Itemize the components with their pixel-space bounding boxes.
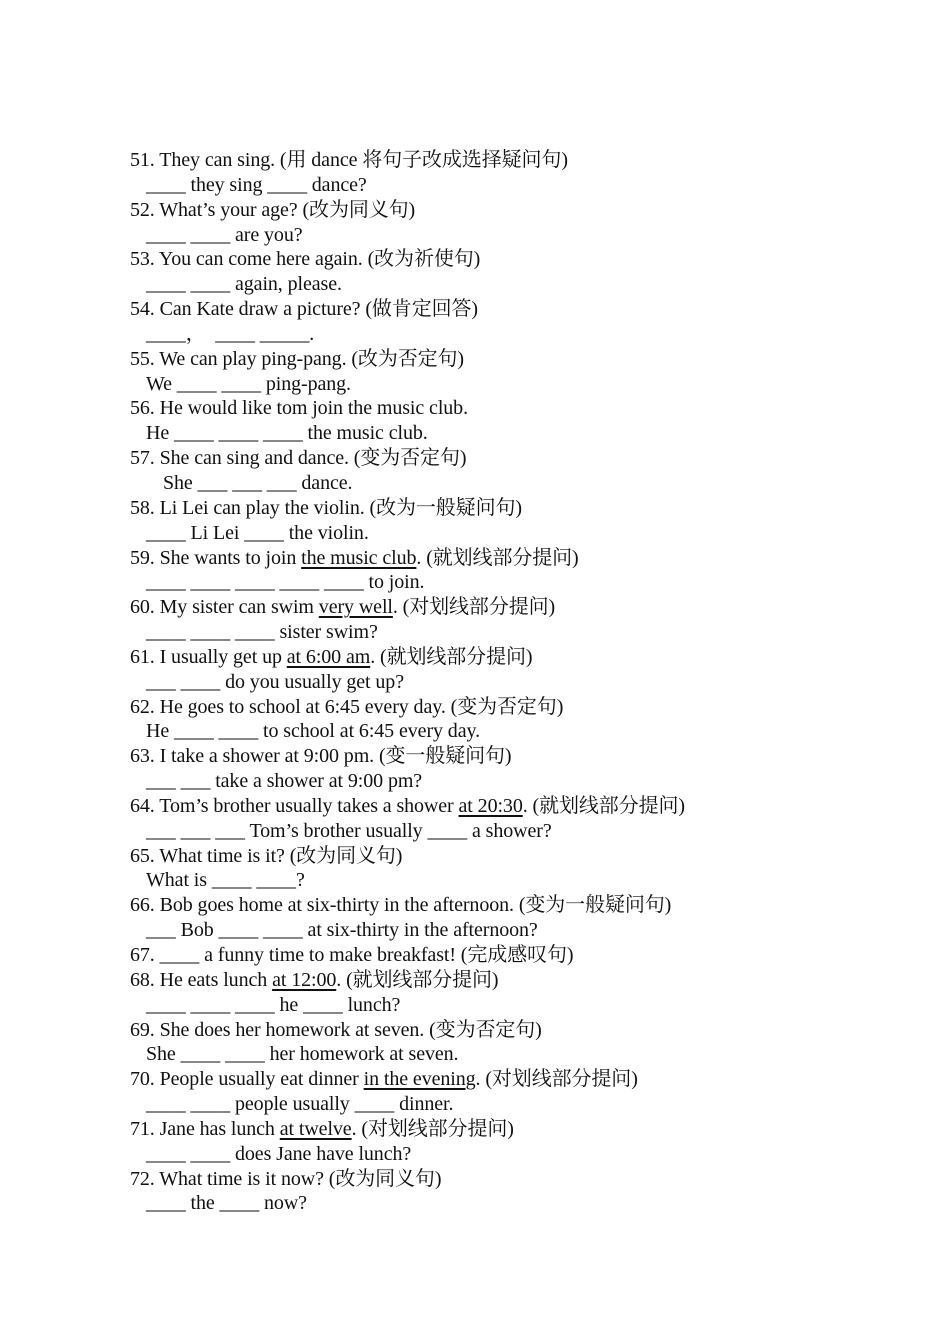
- question-55: 55. We can play ping-pang. (改为否定句): [130, 347, 464, 370]
- question-text: 70. People usually eat dinner: [130, 1068, 364, 1091]
- answer-line-72: ____ the ____ now?: [146, 1192, 307, 1215]
- answer-line-56: He ____ ____ ____ the music club.: [146, 422, 428, 445]
- question-67: 67. ____ a funny time to make breakfast! (完成感叹句): [130, 944, 574, 966]
- question-53: 53. You can come here again. (改为祈使句): [130, 248, 481, 271]
- question-61: [130, 645, 910, 670]
- underlined-phrase: in the evening: [363, 1068, 476, 1091]
- underlined-phrase: at 6:00 am: [286, 645, 371, 668]
- question-text: 60. My sister can swim: [130, 596, 319, 619]
- answer-line-55: We ____ ____ ping-pang.: [146, 372, 351, 395]
- underlined-phrase: at 12:00: [272, 968, 337, 991]
- underlined-phrase: the music club: [301, 546, 417, 569]
- answer-line-68: ____ ____ ____ he ____ lunch?: [146, 993, 401, 1016]
- answer-line-54: ____， ____ _____.: [146, 322, 315, 345]
- question-70: [130, 1067, 910, 1092]
- question-instruction: . (就划线部分提问): [370, 645, 533, 668]
- question-instruction: . (就划线部分提问): [416, 546, 579, 569]
- answer-line-59: ____ ____ ____ ____ ____ to join.: [146, 571, 425, 594]
- answer-line-65: What is ____ ____?: [146, 869, 305, 892]
- question-58: 58. Li Lei can play the violin. (改为一般疑问句): [130, 496, 522, 519]
- answer-line-61: ___ ____ do you usually get up?: [146, 670, 404, 693]
- question-text: 61. I usually get up: [130, 645, 287, 668]
- question-52: 52. What’s your age? (改为同义句): [130, 198, 416, 221]
- question-text: 68. He eats lunch: [130, 968, 273, 991]
- answer-line-70: ____ ____ people usually ____ dinner.: [146, 1093, 454, 1116]
- underlined-phrase: at 20:30: [458, 794, 523, 817]
- question-72: 72. What time is it now? (改为同义句): [130, 1167, 442, 1190]
- answer-line-60: ____ ____ ____ sister swim?: [146, 621, 378, 644]
- question-56: 56. He would like tom join the music club.: [130, 397, 468, 420]
- answer-line-71: ____ ____ does Jane have lunch?: [146, 1142, 412, 1165]
- question-text: 64. Tom’s brother usually takes a shower: [130, 794, 459, 817]
- answer-line-53: ____ ____ again, please.: [146, 273, 342, 296]
- answer-line-66: ___ Bob ____ ____ at six-thirty in the afternoon?: [146, 919, 538, 942]
- question-text: 59. She wants to join: [130, 546, 302, 569]
- underlined-phrase: at twelve: [279, 1117, 352, 1140]
- underlined-phrase: very well: [318, 596, 393, 619]
- question-instruction: . (对划线部分提问): [475, 1068, 638, 1091]
- answer-line-64: ___ ___ ___ Tom’s brother usually ____ a shower?: [146, 819, 552, 842]
- answer-line-52: ____ ____ are you?: [146, 223, 303, 246]
- question-60: [130, 595, 910, 620]
- answer-line-69: She ____ ____ her homework at seven.: [146, 1043, 459, 1066]
- question-instruction: . (就划线部分提问): [336, 968, 499, 991]
- question-65: 65. What time is it? (改为同义句): [130, 844, 403, 867]
- exercise-list: [130, 148, 910, 1216]
- question-59: [130, 546, 910, 571]
- question-71: [130, 1117, 910, 1142]
- question-62: 62. He goes to school at 6:45 every day. (变为否定句): [130, 695, 564, 718]
- question-57: 57. She can sing and dance. (变为否定句): [130, 447, 467, 470]
- question-text: 71. Jane has lunch: [130, 1117, 280, 1140]
- question-instruction: . (对划线部分提问): [392, 596, 556, 619]
- question-instruction: . (对划线部分提问): [351, 1117, 514, 1140]
- question-66: 66. Bob goes home at six-thirty in the afternoon. (变为一般疑问句): [130, 894, 672, 917]
- question-54: 54. Can Kate draw a picture? (做肯定回答): [130, 298, 478, 321]
- answer-line-51: ____ they sing ____ dance?: [146, 173, 367, 196]
- question-68: [130, 968, 910, 993]
- question-64: [130, 794, 910, 819]
- question-63: 63. I take a shower at 9:00 pm. (变一般疑问句): [130, 745, 512, 768]
- answer-line-58: ____ Li Lei ____ the violin.: [146, 521, 369, 544]
- question-69: 69. She does her homework at seven. (变为否定句): [130, 1018, 542, 1041]
- answer-line-62: He ____ ____ to school at 6:45 every day.: [146, 720, 480, 743]
- answer-line-63: ___ ___ take a shower at 9:00 pm?: [146, 770, 423, 793]
- question-instruction: . (就划线部分提问): [522, 794, 685, 817]
- question-51: 51. They can sing. (用 dance 将句子改成选择疑问句): [130, 149, 568, 171]
- answer-line-57: She ___ ___ ___ dance.: [163, 471, 353, 494]
